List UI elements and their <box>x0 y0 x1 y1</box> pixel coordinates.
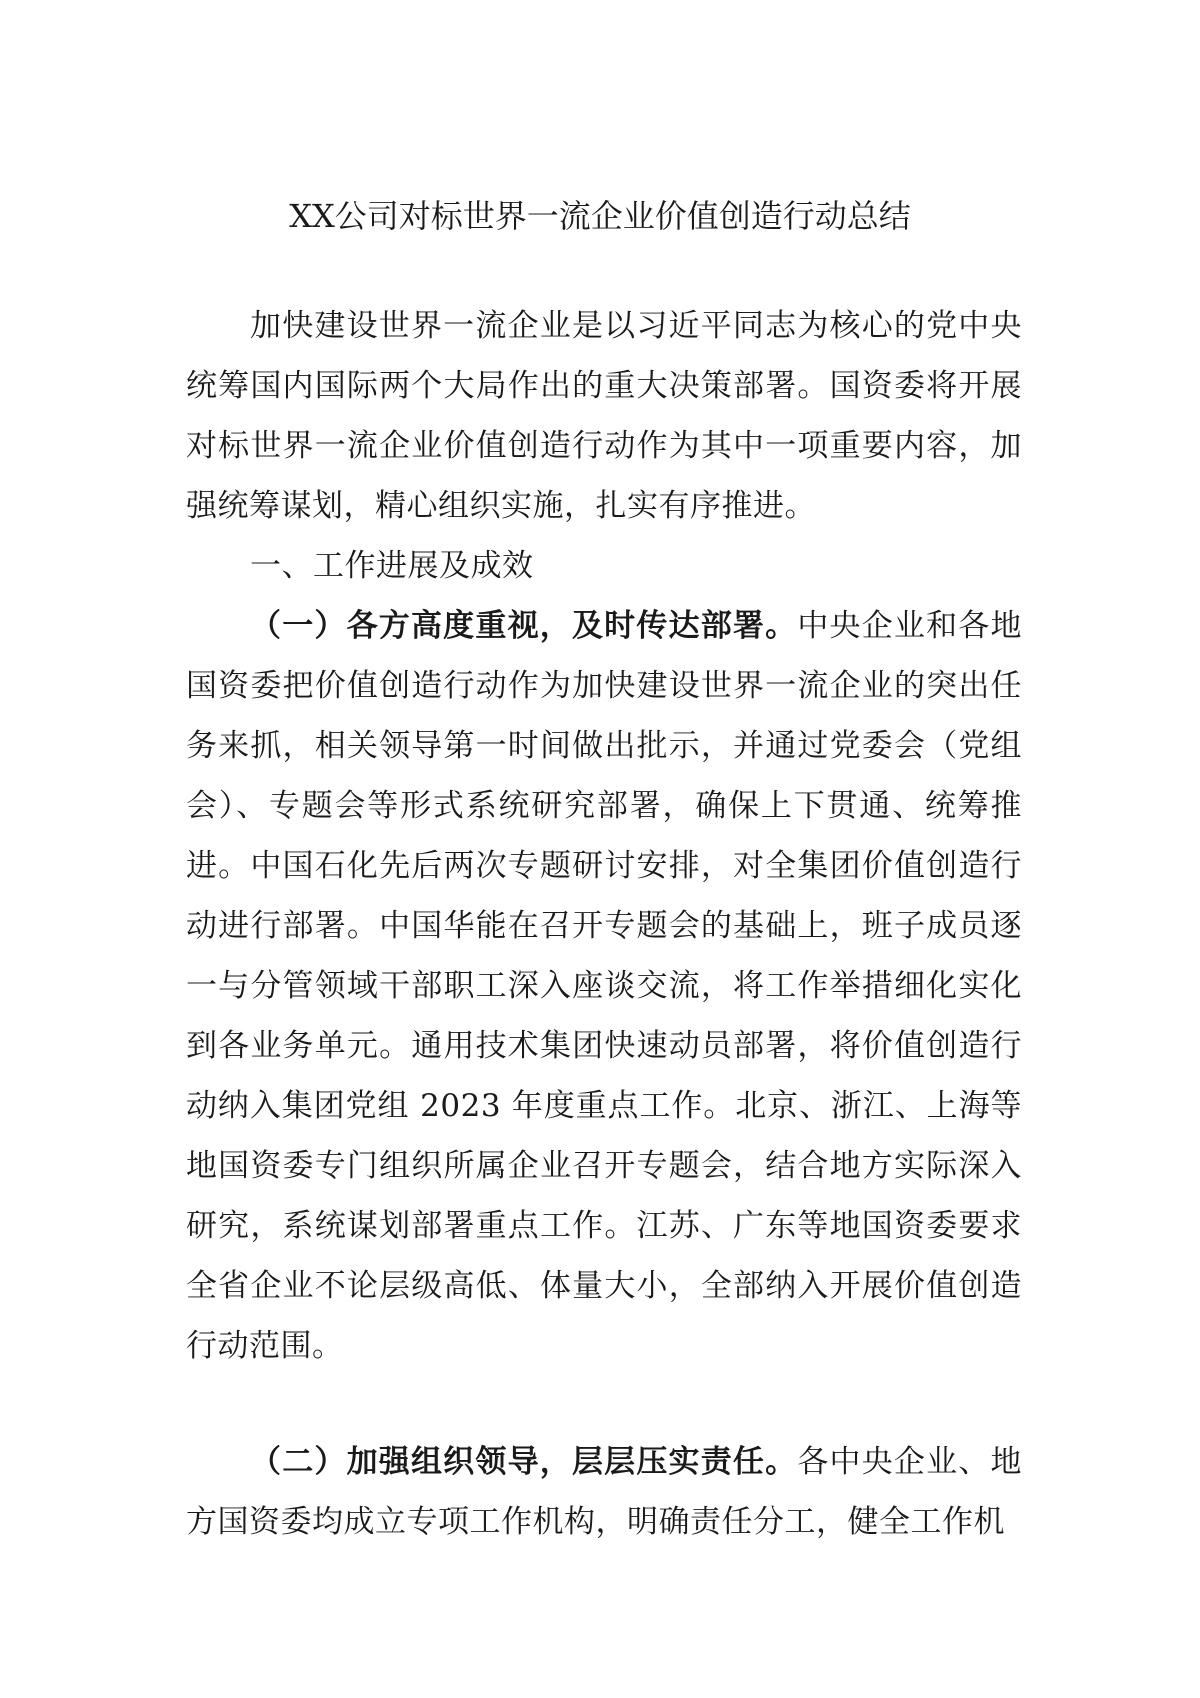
paragraph-1-body: 中央企业和各地国资委把价值创造行动作为加快建设世界一流企业的突出任务来抓，相关领导第一时间做出批示，并通过党委会（党组会）、专题会等形式系统研究部署，确保上下贯通、统筹推进。中国石化先后两次专题研讨安排，对全集团价值创造行动进行部署。中国华能在召开专题会的基础上，班子成员逐一与分管领域干部职工深入座谈交流，将工作举措细化实化到各业务单元。通用技术集团快速动员部署，将价值创造行动纳入集团党组 2023 年度重点工作。北京、浙江、上海等地国资委专门组织所属企业召开专题会，结合地方实际深入研究，系统谋划部署重点工作。江苏、广东等地国资委要求全省企业不论层级高低、体量大小，全部纳入开展价值创造行动范围。 <box>186 608 1023 1364</box>
section-heading: 一、工作进展及成效 <box>250 548 534 584</box>
paragraph-2 <box>186 1432 1022 1552</box>
document-title: XX公司对标世界一流企业价值创造行动总结 <box>289 197 911 235</box>
paragraph-1-heading: （一）各方高度重视，及时传达部署。 <box>250 608 798 644</box>
paragraph-2-body: 各中央企业、地方国资委均成立专项工作机构，明确责任分工，健全工作机 <box>186 1444 1023 1540</box>
paragraph-2-heading: （二）加强组织领导，层层压实责任。 <box>250 1444 798 1480</box>
paragraph-1 <box>186 596 1022 1376</box>
intro-paragraph: 加快建设世界一流企业是以习近平同志为核心的党中央统筹国内国际两个大局作出的重大决策部署。国资委将开展对标世界一流企业价值创造行动作为其中一项重要内容，加强统筹谋划，精心组织实施，扎实有序推进。 <box>186 308 1022 524</box>
